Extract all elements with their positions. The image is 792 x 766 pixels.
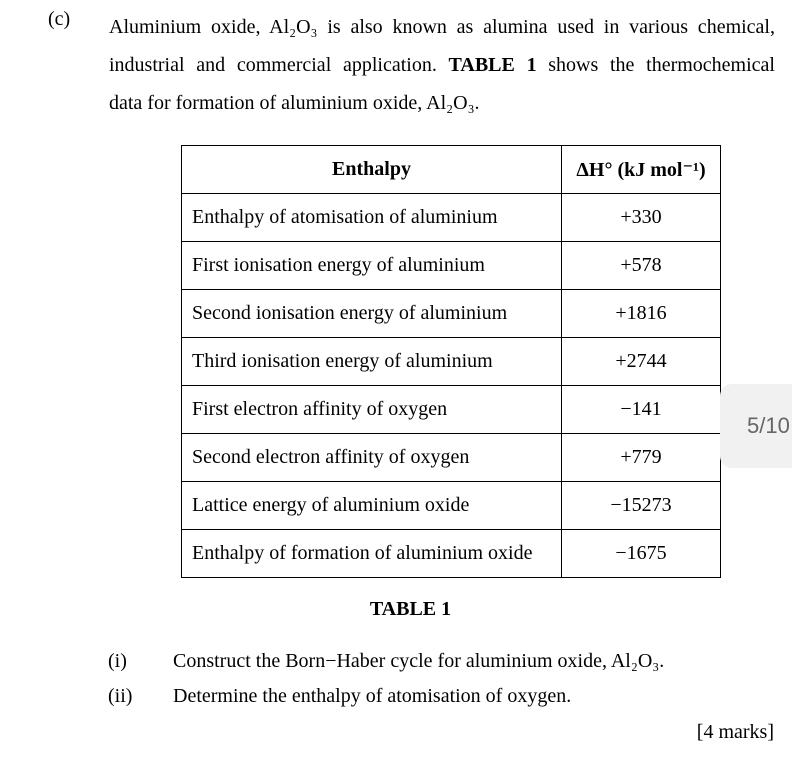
row-name: Second electron affinity of oxygen [182,434,562,482]
row-value: +330 [562,194,721,242]
row-value: −15273 [562,482,721,530]
row-value: +1816 [562,290,721,338]
row-name: Third ionisation energy of aluminium [182,338,562,386]
thermochemical-table [181,145,721,578]
part-i-text: Construct the Born−Haber cycle for aluminium oxide, Al₂O₃. [173,650,665,672]
table-reference: TABLE 1 [448,54,537,76]
row-name: Second ionisation energy of aluminium [182,290,562,338]
marks-allocation: [4 marks] [696,721,774,743]
table-row [182,242,721,290]
header-delta-h: ΔH° (kJ mol⁻¹) [562,146,721,194]
intro-line-2-after: shows the thermochemical [536,54,775,76]
table-row [182,530,721,578]
question-intro [109,8,775,122]
intro-line-3: data for formation of aluminium oxide, Al₂O₃. [109,92,480,114]
question-label: (c) [48,8,71,30]
table-row [182,194,721,242]
table-row [182,386,721,434]
row-value: +578 [562,242,721,290]
intro-line-2 [109,46,775,84]
row-name: Enthalpy of atomisation of aluminium [182,194,562,242]
table-header-row [182,146,721,194]
row-value: +779 [562,434,721,482]
row-value: −1675 [562,530,721,578]
row-name: First ionisation energy of aluminium [182,242,562,290]
row-name: Enthalpy of formation of aluminium oxide [182,530,562,578]
table-caption: TABLE 1 [369,598,452,620]
table-row [182,482,721,530]
table-row [182,338,721,386]
table-row [182,290,721,338]
row-value: +2744 [562,338,721,386]
row-value: −141 [562,386,721,434]
part-i-label: (i) [108,650,127,672]
intro-line-1: Aluminium oxide, Al₂O₃ is also known as alumina used in various chemical, [109,16,775,38]
table-row [182,434,721,482]
header-enthalpy: Enthalpy [182,146,562,194]
intro-line-2-before: industrial and commercial application. [109,54,449,76]
part-ii-text: Determine the enthalpy of atomisation of oxygen. [173,685,572,707]
page-indicator[interactable]: 5/10 [720,384,792,468]
row-name: Lattice energy of aluminium oxide [182,482,562,530]
part-ii-label: (ii) [108,685,133,707]
row-name: First electron affinity of oxygen [182,386,562,434]
